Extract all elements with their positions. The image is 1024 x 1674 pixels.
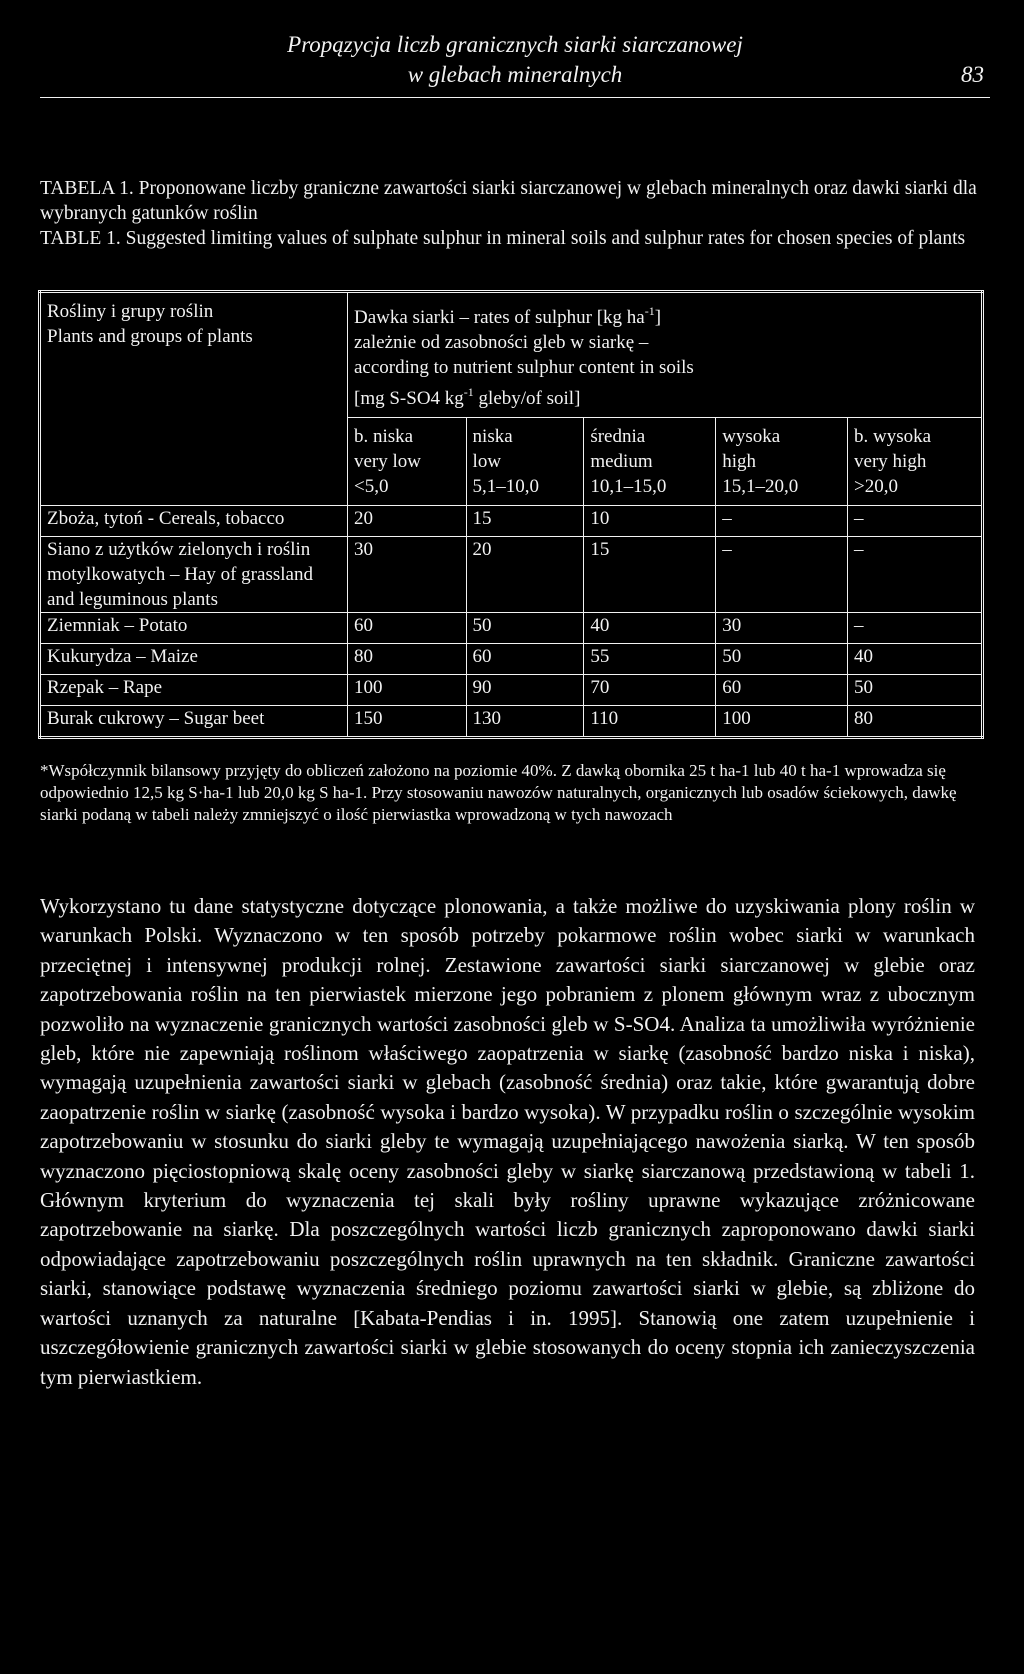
- dose-value-cell: 60: [716, 675, 848, 706]
- table-row: [40, 706, 983, 738]
- dose-value-cell: 50: [716, 644, 848, 675]
- table-row: [40, 613, 983, 644]
- table-caption-pl: TABELA 1. Proponowane liczby graniczne zawartości siarki siarczanowej w glebach mineralnych oraz dawki siarki dla wybranych gatunków roślin: [40, 178, 977, 224]
- header-rule: [40, 97, 990, 98]
- dose-value-cell: 80: [348, 644, 467, 675]
- level-header-cell: [348, 418, 467, 506]
- table-row: [40, 506, 983, 537]
- dose-header-line3: according to nutrient sulphur content in soils: [354, 357, 694, 378]
- dose-value-cell: 150: [348, 706, 467, 738]
- running-head: [40, 30, 990, 90]
- plant-name-cell: Rzepak – Rape: [40, 675, 348, 706]
- dose-value-cell: –: [848, 537, 983, 613]
- plant-name-cell: Zboża, tytoń - Cereals, tobacco: [40, 506, 348, 537]
- dose-header: [348, 292, 983, 418]
- level-en: medium: [590, 451, 653, 472]
- dose-value-cell: 60: [466, 644, 584, 675]
- dose-value-cell: 90: [466, 675, 584, 706]
- plant-name-cell: Siano z użytków zielonych i roślin motylkowatych – Hay of grassland and leguminous plants: [40, 537, 348, 613]
- table-footnote: *Współczynnik bilansowy przyjęty do obliczeń założono na poziomie 40%. Z dawką obornika 25 t ha-1 lub 40 t ha-1 wprowadza się odpowiednio 12,5 kg S·ha-1 lub 20,0 kg S ha-1. Przy stosowaniu nawozów naturalnych, organicznych lub osadów ściekowych, dawkę siarki podaną w tabeli należy zmniejszyć o ilość pierwiastka wprowadzoną w tych nawozach: [40, 761, 957, 824]
- level-range: >20,0: [854, 476, 899, 497]
- sulphur-table: [38, 290, 984, 739]
- plant-column-header: [40, 292, 348, 506]
- level-header-cell: [848, 418, 983, 506]
- plant-header-pl: Rośliny i grupy roślin: [47, 301, 214, 322]
- level-pl: b. niska: [354, 426, 414, 447]
- table-header-row: [40, 292, 983, 418]
- level-en: high: [722, 451, 756, 472]
- plant-name-cell: Ziemniak – Potato: [40, 613, 348, 644]
- dose-value-cell: 100: [348, 675, 467, 706]
- dose-value-cell: 30: [716, 613, 848, 644]
- level-pl: średnia: [590, 426, 646, 447]
- level-range: 5,1–10,0: [472, 476, 540, 497]
- plant-name-cell: Kukurydza – Maize: [40, 644, 348, 675]
- dose-value-cell: –: [716, 537, 848, 613]
- body-paragraph: Wykorzystano tu dane statystyczne dotyczące plonowania, a także możliwe do uzyskiwania plony roślin w warunkach Polski. Wyznaczono w ten sposób potrzeby pokarmowe roślin wobec siarki w warunkach przeciętnej i intensywnej produkcji rolnej. Zestawione zawartości siarki siarczanowej w glebie oraz zapotrzebowania roślin na ten pierwiastek mierzone jego pobraniem z plonem głównym wraz z ubocznym pozwoliło na wyznaczenie granicznych wartości zasobności gleb w S-SO4. Analiza ta umożliwiła wyróżnienie gleb, które nie zapewniają roślinom właściwego zaopatrzenia w siarkę (zasobność bardzo niska i niska), wymagają uzupełnienia zawartości siarki w glebach (zasobność średnia) oraz takie, które gwarantują dobre zaopatrzenie roślin w siarkę (zasobność wysoka i bardzo wysoka). W przypadku roślin o szczególnie wysokim zapotrzebowaniu w stosunku do siarki gleby te wymagają uzupełniającego nawożenia siarką. W ten sposób wyznaczono pięciostopniową skalę oceny zasobności gleby w siarkę siarczanową przedstawioną w tabeli 1. Głównym kryterium do wyznaczenia tej skali były rośliny uprawne wykazujące zróżnicowane zapotrzebowanie na siarkę. Dla poszczególnych wartości liczb granicznych zaproponowano dawki siarki odpowiadające zapotrzebowaniu poszczególnych roślin uprawnych na ten składnik. Graniczne zawartości siarki, stanowiące podstawę wyznaczenia średniego poziomu zawartości siarki w glebie, są zbliżone do wartości uznanych za naturalne [Kabata-Pendias i in. 1995]. Stanowią one zatem uzupełnienie i uszczegółowienie granicznych zawartości siarki w glebie stosowanych do oceny stopnia ich zanieczyszczenia tym pierwiastkiem.: [40, 894, 975, 1389]
- dose-value-cell: 70: [584, 675, 716, 706]
- level-pl: b. wysoka: [854, 426, 932, 447]
- level-pl: wysoka: [722, 426, 781, 447]
- dose-value-cell: 20: [466, 537, 584, 613]
- page-number: 83: [961, 62, 984, 87]
- level-header-cell: [716, 418, 848, 506]
- body-text: [40, 892, 975, 1392]
- running-head-title-line1: Propązycja liczb granicznych siarki siarczanowej: [287, 32, 743, 57]
- dose-header-line4: [mg S-SO4 $kg^{-1}$ gleby/of soil]: [354, 385, 581, 409]
- dose-value-cell: 60: [348, 613, 467, 644]
- dose-value-cell: 55: [584, 644, 716, 675]
- dose-value-cell: 15: [584, 537, 716, 613]
- level-header-cell: [584, 418, 716, 506]
- level-header-cell: [466, 418, 584, 506]
- dose-value-cell: –: [848, 506, 983, 537]
- dose-value-cell: 40: [584, 613, 716, 644]
- level-range: 10,1–15,0: [590, 476, 667, 497]
- level-en: very high: [854, 451, 927, 472]
- level-en: low: [472, 451, 502, 472]
- table-caption-en: TABLE 1. Suggested limiting values of sulphate sulphur in mineral soils and sulphur rates for chosen species of plants: [40, 228, 966, 249]
- dose-value-cell: –: [848, 613, 983, 644]
- level-en: very low: [354, 451, 422, 472]
- dose-value-cell: 20: [348, 506, 467, 537]
- plant-header-en: Plants and groups of plants: [47, 326, 253, 347]
- table-row: [40, 644, 983, 675]
- dose-value-cell: 15: [466, 506, 584, 537]
- level-pl: niska: [472, 426, 513, 447]
- running-head-title-line2: w glebach mineralnych: [407, 62, 623, 87]
- table-body: [40, 506, 983, 738]
- dose-value-cell: 10: [584, 506, 716, 537]
- dose-value-cell: 30: [348, 537, 467, 613]
- dose-value-cell: –: [716, 506, 848, 537]
- level-range: 15,1–20,0: [722, 476, 799, 497]
- dose-value-cell: 130: [466, 706, 584, 738]
- plant-name-cell: Burak cukrowy – Sugar beet: [40, 706, 348, 738]
- dose-value-cell: 50: [848, 675, 983, 706]
- level-range: <5,0: [354, 476, 389, 497]
- table-row: [40, 675, 983, 706]
- dose-value-cell: 50: [466, 613, 584, 644]
- dose-value-cell: 110: [584, 706, 716, 738]
- dose-header-line2: zależnie od zasobności gleb w siarkę –: [354, 332, 649, 353]
- dose-value-cell: 40: [848, 644, 983, 675]
- dose-header-line1: Dawka siarki – rates of sulphur [kg $ha^{-1}$]: [354, 304, 662, 328]
- dose-value-cell: 100: [716, 706, 848, 738]
- dose-value-cell: 80: [848, 706, 983, 738]
- table-row: [40, 537, 983, 613]
